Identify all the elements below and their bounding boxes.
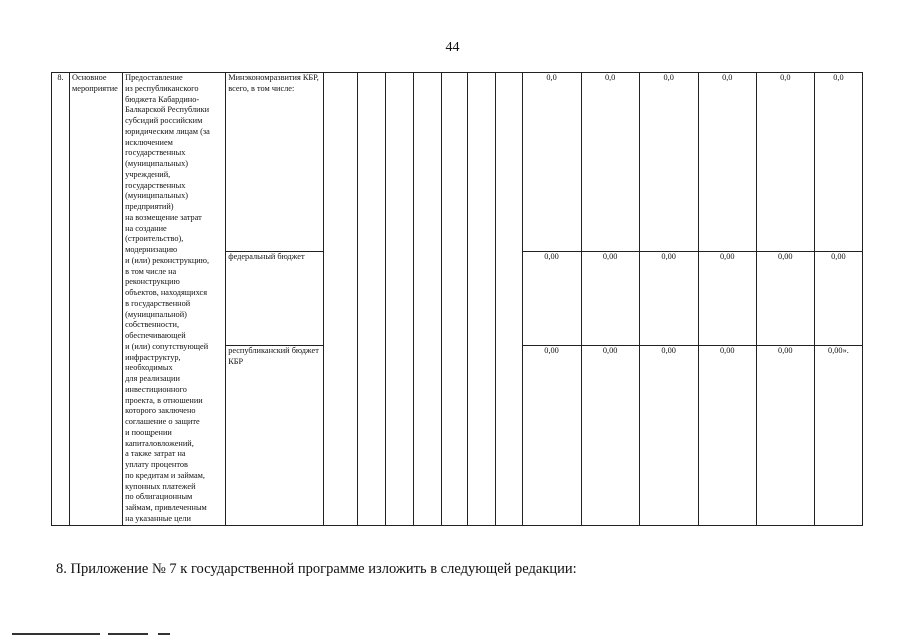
value-cell: 0,0 bbox=[522, 73, 581, 252]
description-line: проекта, в отношении bbox=[125, 395, 203, 405]
value-cell: 0,00 bbox=[522, 252, 581, 346]
description-line: реконструкцию bbox=[125, 277, 180, 287]
description-line: и (или) реконструкцию, bbox=[125, 255, 210, 265]
row-description bbox=[123, 73, 226, 526]
source-label: республиканский бюджет КБР bbox=[226, 346, 324, 525]
description-line: и (или) сопутствующей bbox=[125, 341, 209, 351]
description-line: на указанные цели bbox=[125, 513, 191, 523]
description-text bbox=[125, 73, 223, 525]
empty-cell bbox=[386, 73, 414, 526]
program-table bbox=[51, 72, 863, 526]
description-line: бюджета Кабардино- bbox=[125, 94, 200, 104]
description-line: по облигационным bbox=[125, 492, 193, 502]
description-line: Балкарской Республики bbox=[125, 105, 210, 115]
description-line: необходимых bbox=[125, 363, 173, 373]
description-line: государственных bbox=[125, 180, 186, 190]
value-cell: 0,0 bbox=[756, 73, 814, 252]
description-line: обеспечивающей bbox=[125, 331, 186, 340]
source-label: федеральный бюджет bbox=[226, 252, 324, 346]
description-line: (муниципальных) bbox=[125, 159, 189, 168]
description-line: модернизацию bbox=[125, 245, 178, 254]
description-line: объектов, находящихся bbox=[125, 288, 208, 297]
description-line: уплату процентов bbox=[125, 460, 188, 469]
description-line: учреждений, bbox=[125, 169, 171, 179]
value-cell: 0,00 bbox=[581, 346, 639, 525]
value-cell: 0,00 bbox=[639, 252, 698, 346]
description-line: купонных платежей bbox=[125, 481, 196, 491]
description-line: Предоставление bbox=[125, 73, 183, 82]
description-line: по кредитам и займам, bbox=[125, 470, 206, 480]
value-cell: 0,00 bbox=[756, 252, 814, 346]
value-cell: 0,00 bbox=[639, 346, 698, 525]
value-cell: 0,00 bbox=[814, 252, 862, 346]
empty-cell bbox=[324, 73, 358, 526]
value-cell: 0,00 bbox=[581, 252, 639, 346]
description-line: (строительство), bbox=[125, 234, 184, 244]
empty-cell bbox=[495, 73, 522, 526]
row-type: Основное мероприятие bbox=[70, 73, 123, 526]
value-cell: 0,00 bbox=[698, 346, 756, 525]
description-line: а также затрат на bbox=[125, 449, 186, 459]
empty-cell bbox=[358, 73, 386, 526]
footer-line-marks bbox=[12, 633, 282, 636]
description-line: займам, привлеченным bbox=[125, 503, 207, 512]
value-cell: 0,00 bbox=[756, 346, 814, 525]
page-number: 44 bbox=[445, 40, 460, 55]
description-line: юридическим лицам (за bbox=[125, 126, 210, 136]
empty-cell bbox=[442, 73, 468, 526]
value-cell: 0,0 bbox=[581, 73, 639, 252]
description-line: соглашение о защите bbox=[125, 417, 200, 426]
description-line: и поощрении bbox=[125, 427, 172, 437]
value-cell: 0,00 bbox=[698, 252, 756, 346]
description-line: государственных bbox=[125, 148, 186, 158]
value-cell: 0,0 bbox=[639, 73, 698, 252]
value-cell: 0,0 bbox=[698, 73, 756, 252]
description-line: собственности, bbox=[125, 320, 180, 330]
description-line: в государственной bbox=[125, 298, 191, 308]
description-line: которого заключено bbox=[125, 406, 196, 416]
value-cell: 0,00 bbox=[522, 346, 581, 525]
empty-cell bbox=[468, 73, 495, 526]
instruction-text: 8. Приложение № 7 к государственной программе изложить в следующей редакции: bbox=[56, 561, 577, 577]
description-line: исключением bbox=[125, 137, 173, 147]
table-row bbox=[52, 73, 863, 252]
description-line: в том числе на bbox=[125, 266, 177, 276]
description-line: из республиканского bbox=[125, 83, 199, 93]
description-line: (муниципальных) bbox=[125, 191, 189, 201]
description-line: инвестиционного bbox=[125, 384, 187, 394]
description-line: на создание bbox=[125, 223, 167, 233]
empty-cell bbox=[414, 73, 442, 526]
value-cell: 0,0 bbox=[814, 73, 862, 252]
value-cell: 0,00». bbox=[814, 346, 862, 525]
description-line: капиталовложений, bbox=[125, 438, 194, 448]
source-label: Минэкономразвития КБР, всего, в том числе: bbox=[226, 73, 324, 252]
description-line: для реализации bbox=[125, 374, 180, 383]
row-number: 8. bbox=[52, 73, 70, 526]
description-line: на возмещение затрат bbox=[125, 212, 202, 222]
description-line: инфраструктур, bbox=[125, 352, 181, 362]
description-line: предприятий) bbox=[125, 202, 174, 211]
description-line: субсидий российским bbox=[125, 116, 203, 125]
description-line: (муниципальной) bbox=[125, 309, 187, 319]
